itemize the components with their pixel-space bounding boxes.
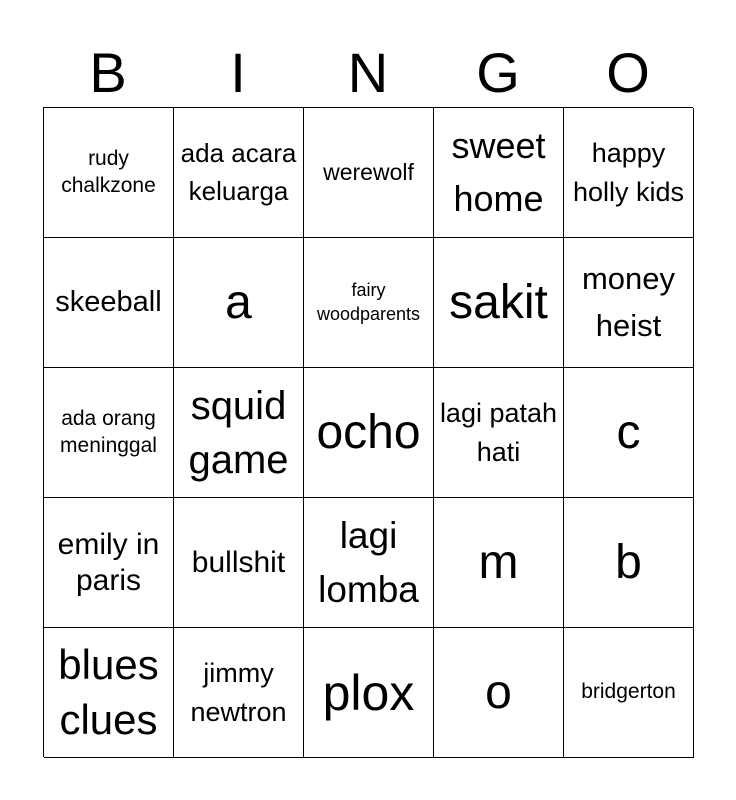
bingo-cell-r3c4[interactable] xyxy=(434,368,564,498)
bingo-cell-r2c3[interactable] xyxy=(304,238,434,368)
cell-label: sakit xyxy=(449,275,548,329)
bingo-cell-r5c4[interactable] xyxy=(434,628,564,758)
header-letter-i: I xyxy=(230,41,246,104)
bingo-cell-r1c3[interactable] xyxy=(304,108,434,238)
bingo-cell-r5c3[interactable] xyxy=(304,628,434,758)
bingo-cell-r3c2[interactable] xyxy=(174,368,304,498)
bingo-cell-r1c1[interactable] xyxy=(44,108,174,238)
cell-label: emily in paris xyxy=(57,527,160,597)
bingo-cell-r2c2[interactable] xyxy=(174,238,304,368)
cell-label: c xyxy=(616,405,641,459)
cell-label: ada orang meninggal xyxy=(60,407,157,457)
bingo-cell-r1c2[interactable] xyxy=(174,108,304,238)
cell-label: squid game xyxy=(188,383,289,482)
bingo-header xyxy=(43,38,693,108)
header-letter-o: O xyxy=(606,41,650,104)
bingo-cell-r4c3[interactable] xyxy=(304,498,434,628)
cell-label: blues clues xyxy=(58,640,159,743)
cell-label: b xyxy=(615,535,642,589)
bingo-cell-r2c5[interactable] xyxy=(564,238,694,368)
cell-label: bullshit xyxy=(191,545,286,579)
bingo-cell-r3c5[interactable] xyxy=(564,368,694,498)
cell-label: ada acara keluarga xyxy=(180,137,297,206)
bingo-cell-r2c1[interactable] xyxy=(44,238,174,368)
header-letter-n: N xyxy=(347,41,389,104)
header-letter-g: G xyxy=(476,41,520,104)
cell-label: money heist xyxy=(581,261,676,343)
cell-label: sweet home xyxy=(451,125,546,219)
cell-label: m xyxy=(478,535,519,589)
bingo-cell-r3c3[interactable] xyxy=(304,368,434,498)
bingo-cell-r1c4[interactable] xyxy=(434,108,564,238)
cell-label: rudy chalkzone xyxy=(61,147,156,197)
cell-label: plox xyxy=(322,664,415,721)
cell-label: skeeball xyxy=(55,285,162,318)
cell-label: happy holly kids xyxy=(572,138,685,207)
cell-label: jimmy newtron xyxy=(190,658,287,727)
cell-label: a xyxy=(225,275,252,329)
cell-label: ocho xyxy=(316,405,421,459)
bingo-cell-r4c4[interactable] xyxy=(434,498,564,628)
header-letter-b: B xyxy=(89,41,127,104)
bingo-cell-r5c2[interactable] xyxy=(174,628,304,758)
bingo-cell-r4c5[interactable] xyxy=(564,498,694,628)
cell-label: o xyxy=(485,665,512,719)
bingo-cell-r4c2[interactable] xyxy=(174,498,304,628)
bingo-cell-r5c1[interactable] xyxy=(44,628,174,758)
bingo-cell-r1c5[interactable] xyxy=(564,108,694,238)
bingo-cell-r4c1[interactable] xyxy=(44,498,174,628)
bingo-cell-r5c5[interactable] xyxy=(564,628,694,758)
cell-label: werewolf xyxy=(323,159,414,186)
cell-label: bridgerton xyxy=(581,680,676,704)
cell-label: lagi patah hati xyxy=(439,398,558,467)
cell-label: lagi lomba xyxy=(318,514,419,610)
bingo-grid xyxy=(43,107,693,757)
bingo-cell-r3c1[interactable] xyxy=(44,368,174,498)
cell-label: fairy woodparents xyxy=(316,280,421,324)
bingo-cell-r2c4[interactable] xyxy=(434,238,564,368)
